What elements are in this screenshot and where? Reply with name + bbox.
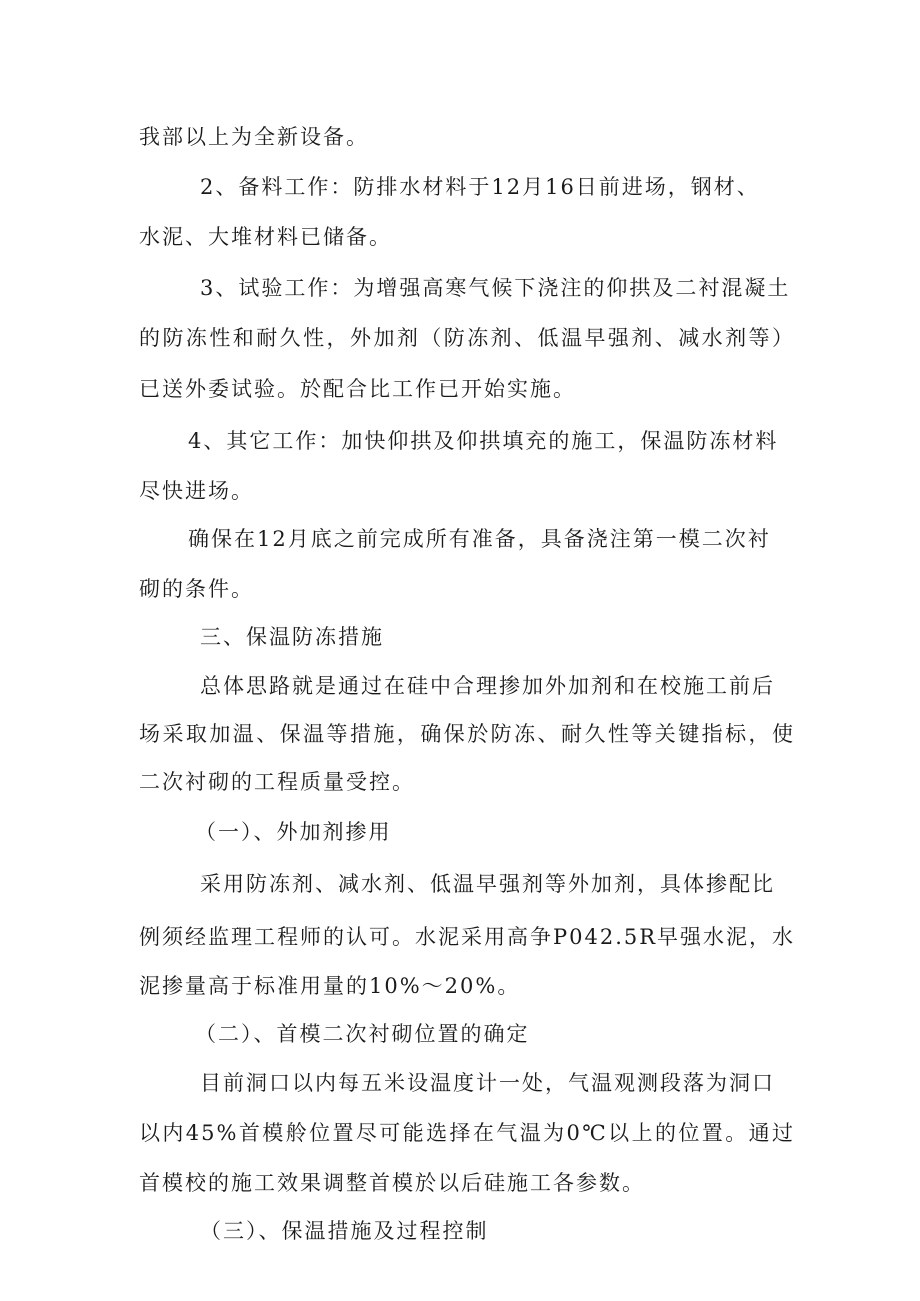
paragraph-line: 目前洞口以内每五米设温度计一处，气温观测段落为洞口 [200,1071,775,1095]
paragraph-line: 二次衬砌的工程质量受控。 [139,770,415,794]
paragraph-line: 以内45%首模舲位置尽可能选择在气温为0℃以上的位置。通过 [139,1121,795,1145]
subsection-heading: （二）、首模二次衬砌位置的确定 [195,1022,530,1046]
paragraph-line: 4、其它工作：加快仰拱及仰拱填充的施工，保温防冻材料 [188,429,779,453]
paragraph-line: 泥掺量高于标准用量的10%～20%。 [139,974,521,998]
paragraph-line: 确保在12月底之前完成所有准备，具备浇注第一模二次衬 [188,527,771,551]
paragraph-line: 尽快进场。 [139,479,254,503]
section-heading: 三、保温防冻措施 [200,625,384,649]
paragraph-line: 砌的条件。 [139,577,254,601]
paragraph-line: 已送外委试验。於配合比工作已开始实施。 [139,377,576,401]
paragraph-line: 3、试验工作：为增强高寒气候下浇注的仰拱及二衬混凝土 [200,276,791,300]
paragraph-line: 总体思路就是通过在硅中合理掺加外加剂和在校施工前后 [200,674,775,698]
paragraph-line: 我部以上为全新设备。 [139,125,369,149]
paragraph-line: 的防冻性和耐久性，外加剂（防冻剂、低温早强剂、减水剂等） [139,326,795,350]
paragraph-line: 水泥、大堆材料已储备。 [139,225,392,249]
paragraph-line: 场采取加温、保温等措施，确保於防冻、耐久性等关键指标，使 [139,722,795,746]
subsection-heading: （三）、保温措施及过程控制 [200,1219,489,1243]
paragraph-line: 采用防冻剂、减水剂、低温早强剂等外加剂，具体掺配比 [200,872,775,896]
paragraph-line: 首模校的施工效果调整首模於以后硅施工各参数。 [139,1171,645,1195]
paragraph-line: 例须经监理工程师的认可。水泥采用高争P042.5R早强水泥，水 [139,925,796,949]
paragraph-line: 2、备料工作：防排水材料于12月16日前进场，钢材、 [200,175,760,199]
subsection-heading: （一）、外加剂掺用 [195,820,392,844]
